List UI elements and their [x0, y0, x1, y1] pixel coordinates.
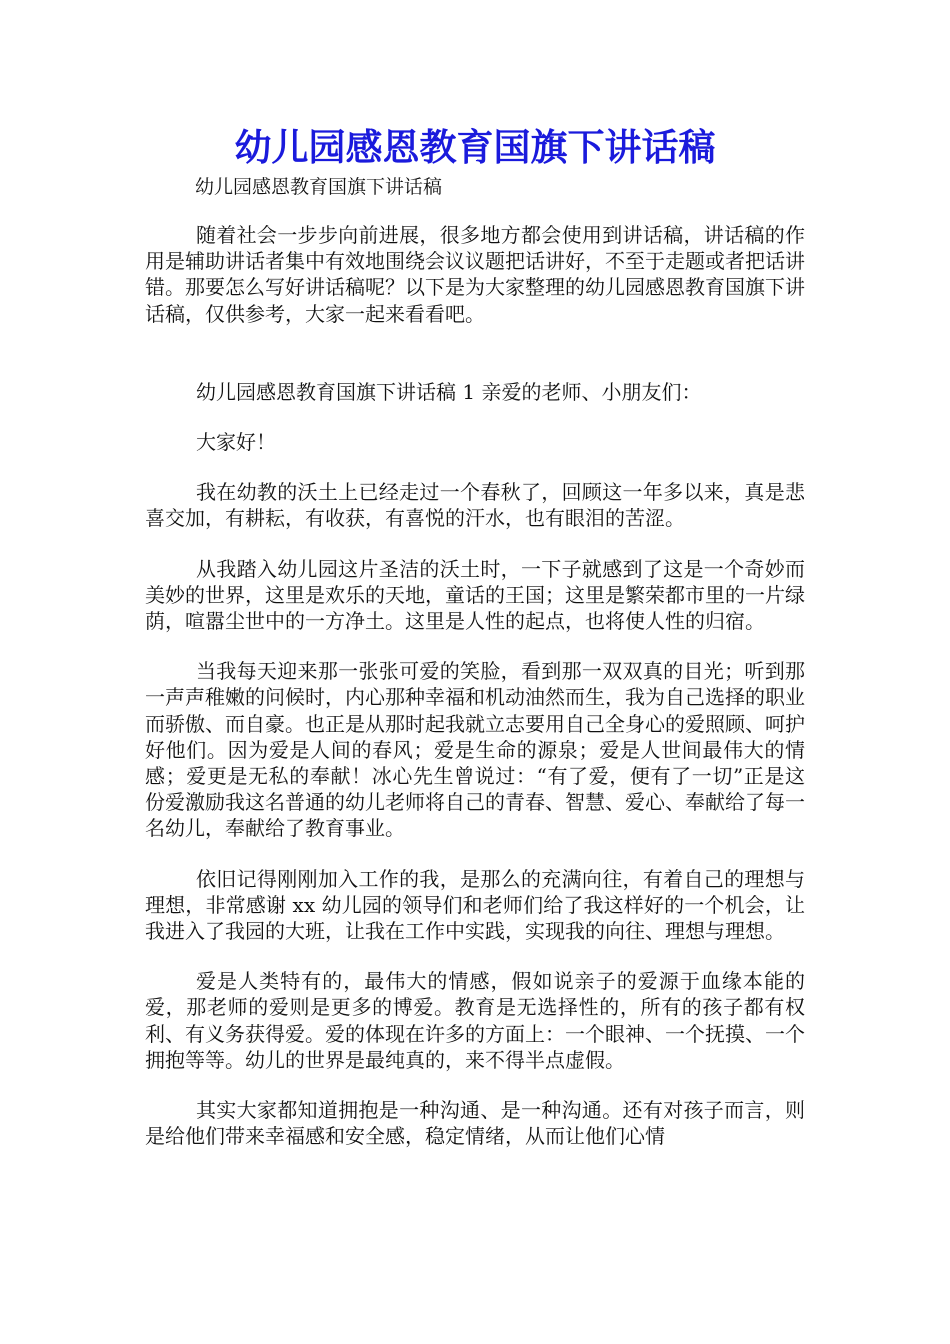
- paragraph-speech-heading: 幼儿园感恩教育国旗下讲话稿 1 亲爱的老师、小朋友们：: [196, 379, 702, 404]
- paragraph: 其实大家都知道拥抱是一种沟通、是一种沟通。还有对孩子而言，则是给他们带来幸福感和安全感，稳定情绪，从而让他们心情: [145, 1098, 805, 1149]
- document-subtitle: 幼儿园感恩教育国旗下讲话稿: [195, 176, 443, 198]
- paragraph: 我在幼教的沃土上已经走过一个春秋了，回顾这一年多以来，真是悲喜交加，有耕耘，有收获，有喜悦的汗水，也有眼泪的苦涩。: [145, 480, 805, 531]
- document-body: [145, 222, 805, 1173]
- document-title: 幼儿园感恩教育国旗下讲话稿: [234, 125, 716, 169]
- paragraph: 从我踏入幼儿园这片圣洁的沃土时，一下子就感到了这是一个奇妙而美妙的世界，这里是欢乐的天地，童话的王国；这里是繁荣都市里的一片绿荫，喧嚣尘世中的一方净土。这里是人性的起点，也将使人性的归宿。: [145, 556, 805, 634]
- paragraph-intro: 随着社会一步步向前进展，很多地方都会使用到讲话稿，讲话稿的作用是辅助讲话者集中有效地围绕会议议题把话讲好，不至于走题或者把话讲错。那要怎么写好讲话稿呢？以下是为大家整理的幼儿园感恩教育国旗下讲话稿，仅供参考，大家一起来看看吧。: [145, 223, 805, 326]
- paragraph: 当我每天迎来那一张张可爱的笑脸，看到那一双双真的目光；听到那一声声稚嫩的问候时，内心那种幸福和机动油然而生，我为自己选择的职业而骄傲、而自豪。也正是从那时起我就立志要用自己全身心的爱照顾、呵护好他们。因为爱是人间的春风；爱是生命的源泉；爱是人世间最伟大的情感；爱更是无私的奉献！冰心先生曾说过：“有了爱，便有了一切”正是这份爱激励我这名普通的幼儿老师将自己的青春、智慧、爱心、奉献给了每一名幼儿，奉献给了教育事业。: [145, 659, 805, 841]
- paragraph-greeting: 大家好！: [196, 430, 276, 455]
- paragraph: 爱是人类特有的，最伟大的情感，假如说亲子的爱源于血缘本能的爱，那老师的爱则是更多的博爱。教育是无选择性的，所有的孩子都有权利、有义务获得爱。爱的体现在许多的方面上：一个眼神、一个抚摸、一个拥抱等等。幼儿的世界是最纯真的，来不得半点虚假。: [145, 969, 805, 1072]
- paragraph: 依旧记得刚刚加入工作的我，是那么的充满向往，有着自己的理想与理想，非常感谢 xx 幼儿园的领导们和老师们给了我这样好的一个机会，让我进入了我园的大班，让我在工作中实践，实现我的向往、理想与理想。: [145, 866, 805, 944]
